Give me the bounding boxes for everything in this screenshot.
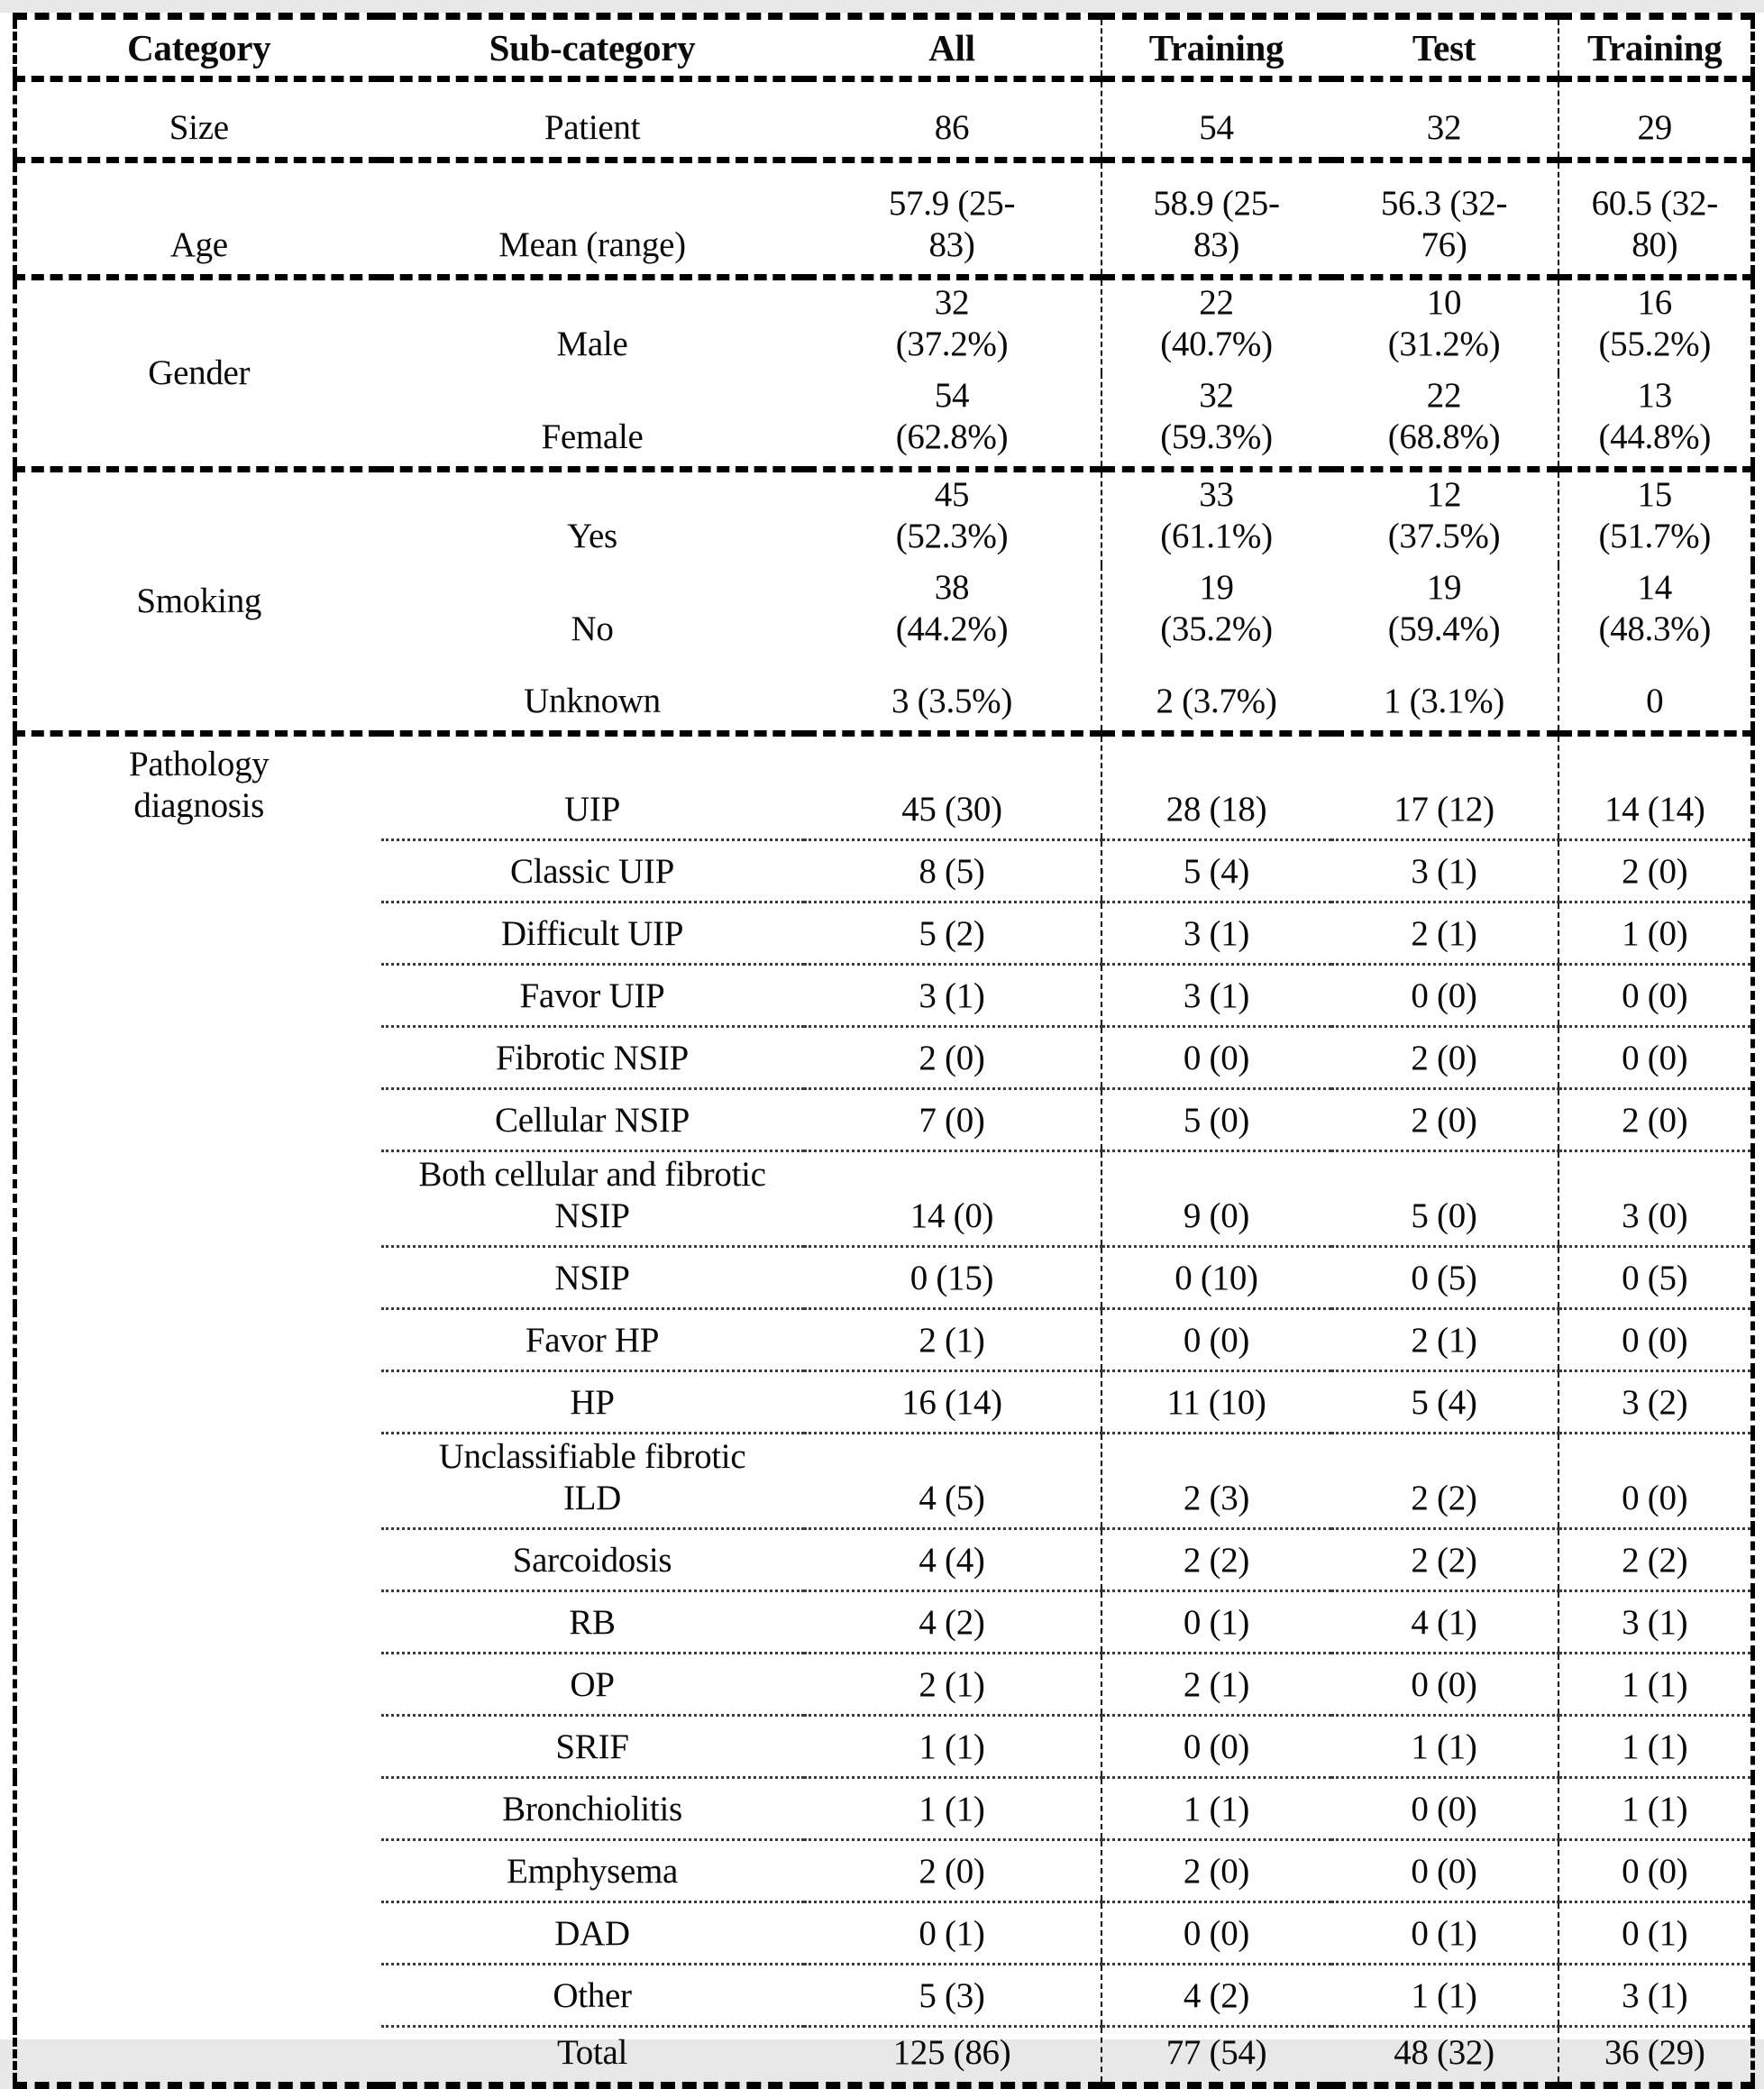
subcategory-cell: NSIP (381, 1246, 804, 1308)
subcategory-cell: Emphysema (381, 1839, 804, 1901)
value-cell: 17 (12) (1331, 733, 1558, 839)
value-cell: 45 (30) (804, 733, 1101, 839)
value-cell: 2 (1) (1331, 1308, 1558, 1370)
value-cell: 22 (68.8%) (1387, 376, 1501, 456)
value-cell: 3 (0) (1558, 1150, 1753, 1246)
value-cell: 22 (40.7%) (1101, 278, 1331, 374)
value-cell: 29 (1558, 79, 1753, 160)
value-cell: 2 (1) (1331, 902, 1558, 964)
value-cell: 58.9 (25- 83) (1101, 160, 1331, 278)
value-cell: 5 (0) (1101, 1088, 1331, 1150)
patient-statistics-table (13, 13, 1755, 2089)
value-cell: 5 (4) (1101, 839, 1331, 902)
subcategory-cell: Other (381, 1964, 804, 2026)
value-cell: 1 (1) (1558, 1715, 1753, 1777)
value-cell: 0 (0) (1558, 964, 1753, 1026)
value-cell: 77 (54) (1101, 2026, 1331, 2085)
value-cell: 1 (0) (1558, 902, 1753, 964)
value-cell: 2 (3) (1101, 1433, 1331, 1528)
value-cell: 2 (2) (1558, 1528, 1753, 1590)
value-cell: 48 (32) (1331, 2026, 1558, 2085)
value-cell: 14 (0) (804, 1150, 1101, 1246)
value-cell: 19 (35.2%) (1101, 565, 1331, 658)
value-cell: 9 (0) (1101, 1150, 1331, 1246)
subcategory-cell: RB (381, 1590, 804, 1653)
value-cell: 1 (1) (1331, 1964, 1558, 2026)
value-cell: 5 (4) (1331, 1370, 1558, 1433)
value-cell: 0 (0) (1101, 1901, 1331, 1964)
value-cell: 0 (0) (1101, 1308, 1331, 1370)
value-cell: 11 (10) (1101, 1370, 1331, 1433)
value-cell: 4 (4) (804, 1528, 1101, 1590)
value-cell: 0 (0) (1558, 1433, 1753, 1528)
value-cell: 2 (1) (804, 1653, 1101, 1715)
subcategory-cell: Mean (range) (381, 160, 804, 278)
subcategory-cell: Bronchiolitis (381, 1777, 804, 1839)
value-cell: 0 (0) (1101, 1026, 1331, 1088)
value-cell: 1 (1) (804, 1715, 1101, 1777)
subcategory-cell: Total (381, 2026, 804, 2085)
value-cell: 12 (37.5%) (1331, 470, 1558, 566)
subcategory-cell: Patient (381, 79, 804, 160)
value-cell: 0 (0) (1558, 1308, 1753, 1370)
value-cell: 5 (2) (804, 902, 1101, 964)
value-cell: 10 (31.2%) (1331, 278, 1558, 374)
value-cell: 2 (3.7%) (1101, 658, 1331, 733)
subcategory-cell: UIP (381, 733, 804, 839)
column-header-test: Test (1331, 16, 1558, 79)
value-cell: 4 (2) (1101, 1964, 1331, 2026)
value-cell: 45 (52.3%) (804, 470, 1101, 566)
value-cell: 2 (2) (1331, 1528, 1558, 1590)
value-cell: 3 (1) (1101, 964, 1331, 1026)
column-header-training-2: Training (1558, 16, 1753, 79)
value-cell: 1 (1) (1558, 1777, 1753, 1839)
table-header-row (15, 16, 1753, 79)
category-cell-size: Size (15, 79, 381, 160)
value-cell: 125 (86) (804, 2026, 1101, 2085)
value-cell: 7 (0) (804, 1088, 1101, 1150)
value-cell: 36 (29) (1558, 2026, 1753, 2085)
value-cell: 1 (1) (1331, 1715, 1558, 1777)
value-cell: 0 (0) (1101, 1715, 1331, 1777)
value-cell: 54 (62.8%) (895, 376, 1009, 456)
value-cell: 14 (48.3%) (1558, 565, 1753, 658)
subcategory-cell: Favor UIP (381, 964, 804, 1026)
value-cell: 0 (1) (804, 1901, 1101, 1964)
category-cell-smoking: Smoking (15, 470, 381, 734)
value-cell: 0 (0) (1331, 964, 1558, 1026)
subcategory-cell: Fibrotic NSIP (381, 1026, 804, 1088)
value-cell: 86 (804, 79, 1101, 160)
value-cell: 32 (59.3%) (1101, 373, 1331, 470)
value-cell: 0 (0) (1331, 1777, 1558, 1839)
value-cell: 0 (1) (1558, 1901, 1753, 1964)
table-row-gender-male (15, 278, 1753, 374)
value-cell: 5 (3) (804, 1964, 1101, 2026)
value-cell: 19 (59.4%) (1387, 568, 1501, 648)
value-cell: 3 (3.5%) (891, 681, 1013, 720)
value-cell: 0 (0) (1331, 1653, 1558, 1715)
value-cell: 5 (0) (1331, 1150, 1558, 1246)
value-cell: 0 (15) (804, 1246, 1101, 1308)
value-cell: 2 (0) (804, 1026, 1101, 1088)
subcategory-cell: Yes (381, 470, 804, 566)
value-cell: 13 (44.8%) (1558, 373, 1753, 470)
table-row-size-patient (15, 79, 1753, 160)
subcategory-cell: HP (381, 1370, 804, 1433)
value-cell: 1 (1) (804, 1777, 1101, 1839)
subcategory-cell: Classic UIP (381, 839, 804, 902)
scanned-paper-table-page (0, 13, 1764, 2072)
value-cell: 60.5 (32- 80) (1558, 160, 1753, 278)
value-cell: 32 (1331, 79, 1558, 160)
table-row-pathology-uip (15, 733, 1753, 839)
value-cell: 33 (61.1%) (1101, 470, 1331, 566)
value-cell: 2 (1) (804, 1308, 1101, 1370)
value-cell: 0 (0) (1558, 1839, 1753, 1901)
value-cell: 2 (0) (1558, 1088, 1753, 1150)
subcategory-cell: Male (381, 278, 804, 374)
value-cell: 0 (10) (1101, 1246, 1331, 1308)
value-cell: 3 (1) (1101, 902, 1331, 964)
value-cell: 3 (1) (804, 964, 1101, 1026)
value-cell: 56.3 (32- 76) (1331, 160, 1558, 278)
subcategory-cell: Unclassifiable fibrotic ILD (381, 1433, 804, 1528)
subcategory-cell: Sarcoidosis (381, 1528, 804, 1590)
value-cell: 0 (5) (1558, 1246, 1753, 1308)
subcategory-cell: Cellular NSIP (381, 1088, 804, 1150)
value-cell: 32 (37.2%) (804, 278, 1101, 374)
table-row-smoking-yes (15, 470, 1753, 566)
subcategory-cell: No (571, 609, 614, 648)
category-cell-pathology-diagnosis: Pathology diagnosis (15, 733, 381, 2085)
column-header-subcategory: Sub-category (381, 16, 804, 79)
column-header-category: Category (15, 16, 381, 79)
subcategory-cell: OP (381, 1653, 804, 1715)
value-cell: 3 (1) (1331, 839, 1558, 902)
category-cell-gender: Gender (15, 278, 381, 470)
value-cell: 15 (51.7%) (1558, 470, 1753, 566)
value-cell: 3 (1) (1558, 1590, 1753, 1653)
value-cell: 2 (0) (1331, 1088, 1558, 1150)
category-cell-age: Age (15, 160, 381, 278)
value-cell: 0 (5) (1331, 1246, 1558, 1308)
value-cell: 2 (2) (1101, 1528, 1331, 1590)
value-cell: 14 (14) (1558, 733, 1753, 839)
value-cell: 2 (2) (1331, 1433, 1558, 1528)
column-header-training: Training (1101, 16, 1331, 79)
value-cell: 4 (1) (1331, 1590, 1558, 1653)
value-cell: 38 (44.2%) (895, 568, 1009, 648)
value-cell: 57.9 (25- 83) (804, 160, 1101, 278)
value-cell: 3 (1) (1558, 1964, 1753, 2026)
value-cell: 0 (0) (1558, 1026, 1753, 1088)
value-cell: 16 (55.2%) (1558, 278, 1753, 374)
value-cell: 3 (2) (1558, 1370, 1753, 1433)
table-row-age-mean (15, 160, 1753, 278)
subcategory-cell: Unknown (524, 681, 661, 720)
value-cell: 0 (0) (1331, 1839, 1558, 1901)
value-cell: 2 (1) (1101, 1653, 1331, 1715)
value-cell: 2 (0) (1331, 1026, 1558, 1088)
subcategory-cell: SRIF (381, 1715, 804, 1777)
value-cell: 1 (1) (1558, 1653, 1753, 1715)
subcategory-cell: Both cellular and fibrotic NSIP (381, 1150, 804, 1246)
value-cell: 8 (5) (804, 839, 1101, 902)
subcategory-cell: Difficult UIP (381, 902, 804, 964)
value-cell: 0 (1) (1331, 1901, 1558, 1964)
value-cell: 16 (14) (804, 1370, 1101, 1433)
value-cell: 2 (0) (1558, 839, 1753, 902)
subcategory-cell: Favor HP (381, 1308, 804, 1370)
value-cell: 54 (1101, 79, 1331, 160)
column-header-all: All (804, 16, 1101, 79)
value-cell: 4 (5) (804, 1433, 1101, 1528)
value-cell: 1 (1) (1101, 1777, 1331, 1839)
value-cell: 28 (18) (1101, 733, 1331, 839)
value-cell: 0 (1) (1101, 1590, 1331, 1653)
value-cell: 4 (2) (804, 1590, 1101, 1653)
value-cell: 2 (0) (804, 1839, 1101, 1901)
value-cell: 0 (1558, 658, 1753, 733)
value-cell: 1 (3.1%) (1383, 681, 1505, 720)
subcategory-cell: DAD (381, 1901, 804, 1964)
value-cell: 2 (0) (1101, 1839, 1331, 1901)
subcategory-cell: Female (541, 417, 644, 456)
